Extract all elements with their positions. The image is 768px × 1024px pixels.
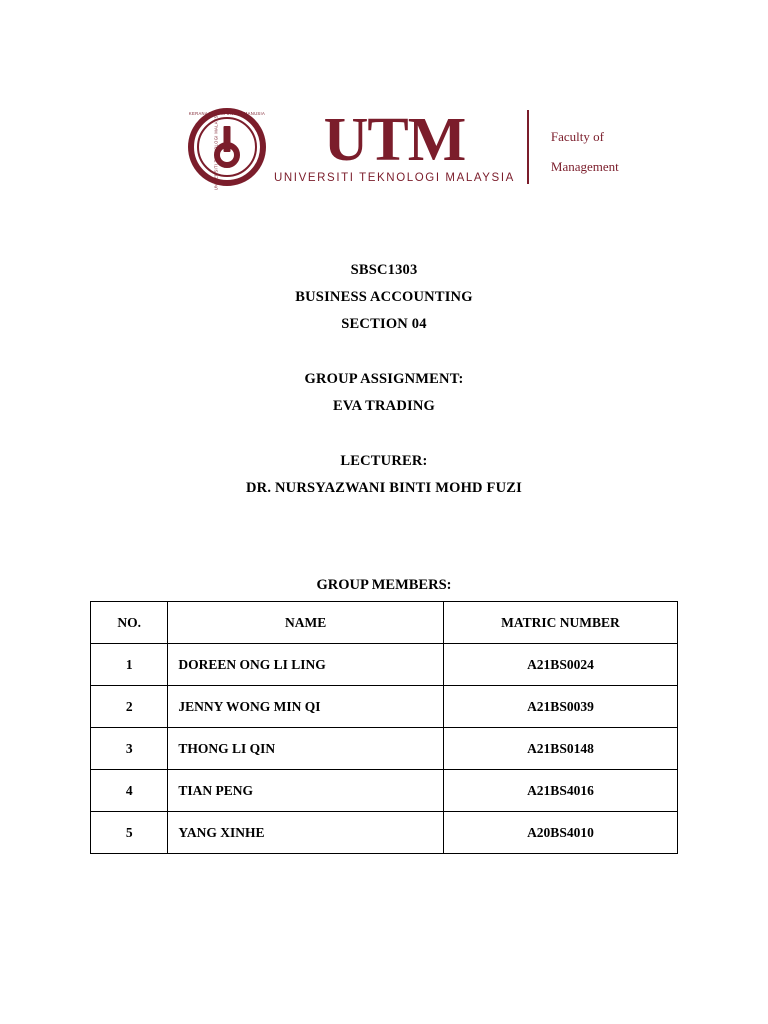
faculty-line-1: Faculty of (550, 129, 604, 144)
column-header-matric: MATRIC NUMBER (443, 602, 677, 644)
cell-no: 5 (91, 812, 168, 854)
seal-motto-top: KERANA TUHAN UNTUK MANUSIA (188, 111, 266, 116)
cell-matric: A21BS0024 (443, 644, 677, 686)
document-header (188, 106, 619, 191)
table-row (91, 728, 678, 770)
group-members-table (90, 601, 678, 854)
table-header-row (91, 602, 678, 644)
lecturer-label: LECTURER: (340, 453, 428, 469)
assignment-label: GROUP ASSIGNMENT: (304, 371, 464, 387)
course-name: BUSINESS ACCOUNTING (295, 289, 473, 305)
faculty-line-2: Management (550, 159, 619, 174)
cell-matric: A20BS4010 (443, 812, 677, 854)
table-row (91, 770, 678, 812)
cell-name: THONG LI QIN (168, 728, 443, 770)
course-code: SBSC1303 (350, 262, 418, 278)
section: SECTION 04 (341, 316, 427, 332)
cell-name: YANG XINHE (168, 812, 443, 854)
cell-name: DOREEN ONG LI LING (168, 644, 443, 686)
utm-logo (188, 106, 529, 191)
seal-motto-left: UNIVERSITI TEKNOLOGI MALAYSIA (213, 110, 219, 191)
cell-matric: A21BS0148 (443, 728, 677, 770)
utm-seal-icon (188, 108, 266, 191)
assignment-name: EVA TRADING (333, 398, 435, 414)
table-row (91, 812, 678, 854)
utm-wordmark-subtitle: UNIVERSITI TEKNOLOGI MALAYSIA (274, 172, 515, 184)
cell-no: 3 (91, 728, 168, 770)
cell-name: JENNY WONG MIN QI (168, 686, 443, 728)
table-row (91, 686, 678, 728)
lecturer-name: DR. NURSYAZWANI BINTI MOHD FUZI (246, 480, 522, 496)
table-row (91, 644, 678, 686)
group-members-label: GROUP MEMBERS: (316, 577, 452, 593)
utm-wordmark (274, 106, 529, 184)
cell-no: 2 (91, 686, 168, 728)
cell-matric: A21BS4016 (443, 770, 677, 812)
cell-name: TIAN PENG (168, 770, 443, 812)
cell-no: 4 (91, 770, 168, 812)
column-header-name: NAME (168, 602, 443, 644)
cell-no: 1 (91, 644, 168, 686)
title-block (0, 262, 768, 507)
cell-matric: A21BS0039 (443, 686, 677, 728)
utm-wordmark-text: UTM (323, 106, 466, 174)
faculty-label (551, 122, 619, 182)
column-header-no: NO. (91, 602, 168, 644)
